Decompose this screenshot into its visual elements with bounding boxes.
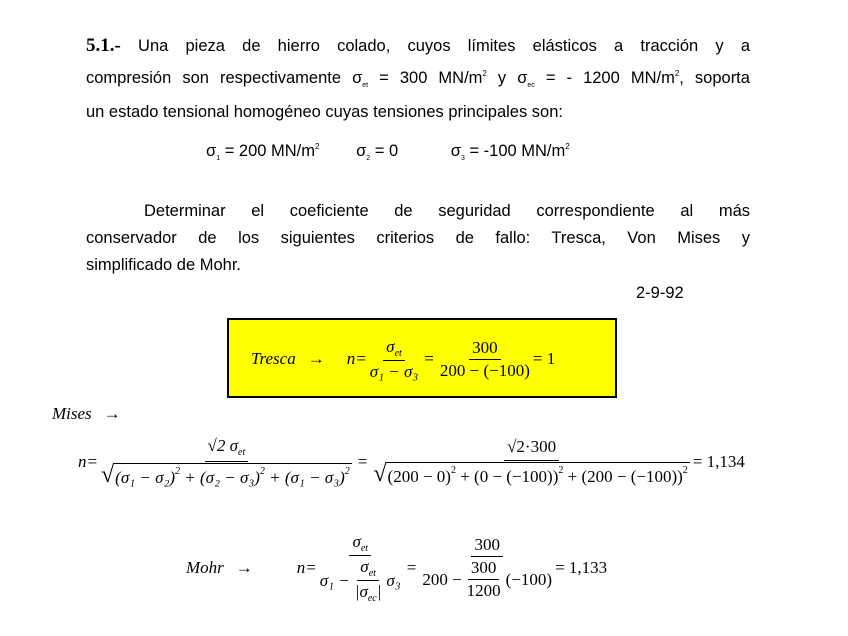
arrow-icon: → <box>103 404 121 423</box>
task-line-1: Determinar el coeficiente de seguridad correspondiente al más <box>144 202 750 220</box>
problem-line-2: compresión son respectivamente $\sigma_{et} = 300$ $MN/m^2$ y $\sigma_{ec}$ = - 1200 $MN/m^2$, soporta <box>86 69 750 89</box>
arrow-icon: → <box>307 349 325 368</box>
mohr-equation: Mohr → n= $\sigma_{et}$ σ₁ − $\frac{\sigma_{et}}{|\sigma_{ec}|}$ σ₃ = 300 200 − $\frac{300}{1200}$ (−100) = 1,133 <box>186 532 608 604</box>
arrow-icon: → <box>235 558 253 577</box>
task-line-2: conservador de los siguientes criterios de fallo: Tresca, Von Mises y <box>86 229 750 247</box>
task-line-3: simplificado de Mohr. <box>86 256 241 274</box>
mohr-fraction-2: 300 200 − $\frac{300}{1200}$ (−100) <box>422 535 553 600</box>
sigma-1: $\sigma_1 = 200$ $MN/m^2$ <box>206 142 320 162</box>
tresca-equation: Tresca → n= $\frac{\sigma_{et}}{\text{σ₁ − σ₃}}$ = $\frac{300}{200 - (-100)}$ = 1 <box>251 336 556 381</box>
mises-label-row <box>52 404 121 424</box>
sigma-2: $\sigma_2 = 0$ <box>356 142 399 162</box>
task-statement <box>86 198 750 279</box>
problem-line-3: un estado tensional homogéneo cuyas tensiones principales son: <box>86 103 563 121</box>
problem-statement <box>86 32 750 126</box>
problem-line-1: 5.1.- Una pieza de hierro colado, cuyos límites elásticos a tracción y a <box>86 35 750 56</box>
tresca-label: Tresca <box>251 349 296 368</box>
problem-number: 5.1.- <box>86 35 121 56</box>
mises-fraction-1: √2 $\sigma_{et}$ √ $(\sigma_1 - \sigma_2)^2 + (\sigma_2 - \sigma_3)^2 + (\sigma_1 - \sigma_3)^2$ <box>100 436 350 488</box>
tresca-result: = 1 <box>532 349 556 368</box>
tresca-fraction-1: $\frac{\sigma_{et}}{\text{σ₁ − σ₃}}$ <box>369 336 419 381</box>
mohr-label: Mohr <box>186 558 224 577</box>
mises-fraction-2: √2·300 √ $(200 - 0)^2 + (0 - (-100))^2 + (200 - (-100))^2$ <box>373 437 688 487</box>
mises-equation: n= √2 $\sigma_{et}$ √ $(\sigma_1 - \sigma_2)^2 + (\sigma_2 - \sigma_3)^2 + (\sigma_1 - \sigma_3)^2$ = √2·300 √ $(200 - 0)^2 + (0 - (-100))^2 + (200 - (-100))^2$ = 1,134 <box>78 436 745 488</box>
sigma-ec-symbol: $\sigma_{ec}$ <box>517 69 535 89</box>
mises-label: Mises <box>52 404 92 423</box>
mises-result: = 1,134 <box>692 452 745 471</box>
tresca-fraction-2: $\frac{300}{200 - (-100)}$ <box>439 337 530 380</box>
date-label: 2-9-92 <box>636 284 684 302</box>
sigma-3: $\sigma_3 = -100$ $MN/m^2$ <box>450 142 570 162</box>
mohr-fraction-1: $\sigma_{et}$ σ₁ − $\frac{\sigma_{et}}{|\sigma_{ec}|}$ σ₃ <box>319 532 401 604</box>
sigma-et-symbol: $\sigma_{et}$ <box>352 69 369 89</box>
mohr-result: = 1,133 <box>555 558 608 577</box>
tresca-highlight-box <box>227 318 617 398</box>
principal-stresses <box>206 142 570 162</box>
